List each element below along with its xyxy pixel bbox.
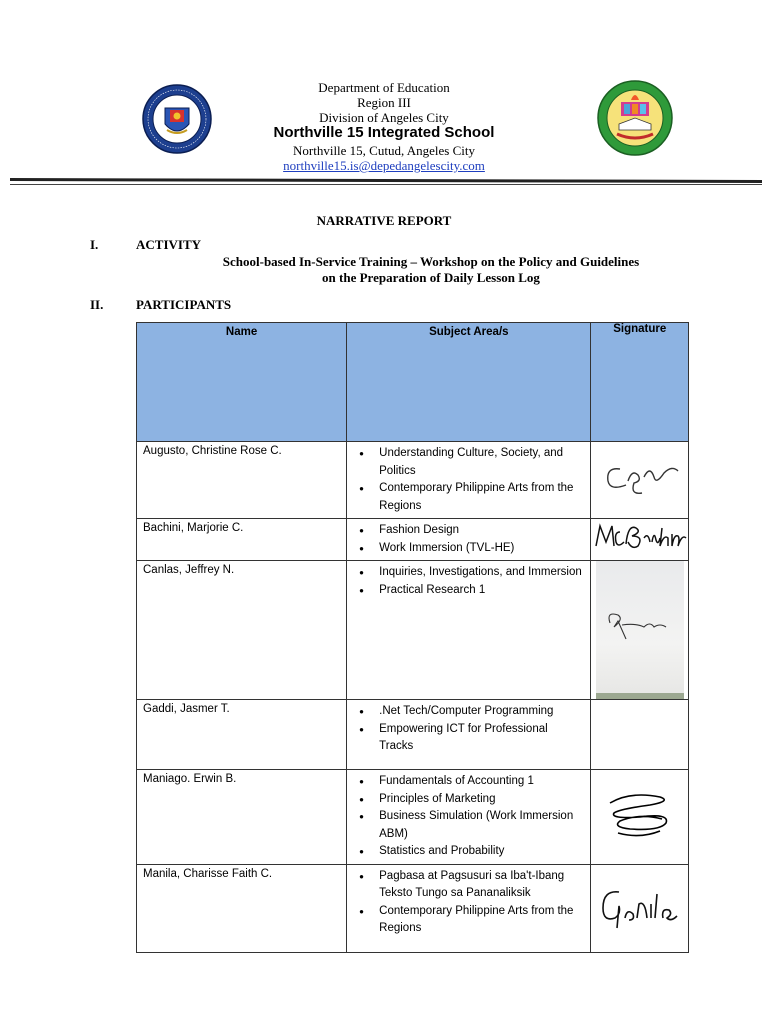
subject-item: ● .Net Tech/Computer Programming (379, 703, 584, 721)
subject-item: ● Understanding Culture, Society, and Politics (379, 445, 584, 480)
section2-number: II. (90, 297, 104, 312)
participant-name: Augusto, Christine Rose C. (137, 442, 347, 519)
subject-item: ● Fashion Design (379, 522, 584, 540)
signature-photo (596, 561, 684, 699)
subject-item: ● Contemporary Philippine Arts from the Regions (379, 903, 584, 938)
participant-subjects (347, 700, 591, 770)
subject-item: ● Principles of Marketing (379, 791, 584, 809)
section1-number: I. (90, 237, 99, 252)
table-row (137, 442, 689, 519)
participant-name: Canlas, Jeffrey N. (137, 561, 347, 700)
signature-cell (591, 700, 689, 770)
table-row (137, 561, 689, 700)
participants-table (136, 322, 689, 953)
signature-cell (591, 770, 689, 865)
table-header-row (137, 323, 689, 442)
activity-line2: on the Preparation of Daily Lesson Log (322, 270, 540, 285)
participant-name: Gaddi, Jasmer T. (137, 700, 347, 770)
participant-subjects (347, 770, 591, 865)
participant-name: Manila, Charisse Faith C. (137, 864, 347, 952)
subject-item: ● Business Simulation (Work Immersion ABM) (379, 808, 584, 843)
signature-image (598, 451, 682, 501)
header-address: Northville 15, Cutud, Angeles City (293, 143, 475, 158)
table-row (137, 519, 689, 561)
header-email-link[interactable]: northville15.is@depedangelescity.com (283, 158, 485, 173)
signature-image (596, 561, 684, 693)
participant-subjects (347, 519, 591, 561)
subject-item: ● Practical Research 1 (379, 582, 584, 600)
subject-item: ● Inquiries, Investigations, and Immersion (379, 564, 584, 582)
participant-name: Maniago. Erwin B. (137, 770, 347, 865)
header-divider-thin (10, 184, 762, 185)
header-divider-thick (10, 178, 762, 183)
table-row (137, 770, 689, 865)
header-name: Name (137, 323, 347, 442)
subject-item: ● Work Immersion (TVL-HE) (379, 540, 584, 558)
subject-item: ● Contemporary Philippine Arts from the Regions (379, 480, 584, 515)
activity-line1: School-based In-Service Training – Workshop on the Policy and Guidelines (222, 254, 640, 269)
table-row (137, 700, 689, 770)
signature-image (592, 520, 688, 552)
signature-cell (591, 864, 689, 952)
subject-item: ● Fundamentals of Accounting 1 (379, 773, 584, 791)
header-subject-areas: Subject Area/s (347, 323, 591, 442)
section2-title: PARTICIPANTS (136, 297, 232, 312)
participant-subjects (347, 561, 591, 700)
signature-cell (591, 561, 689, 700)
signature-cell (591, 442, 689, 519)
signature-image (600, 783, 680, 843)
signature-cell (591, 519, 689, 561)
header-signature: Signature (591, 323, 689, 442)
header-region: Region III (357, 95, 411, 110)
participant-name: Bachini, Marjorie C. (137, 519, 347, 561)
subject-item: ● Empowering ICT for Professional Tracks (379, 721, 584, 756)
subject-item: ● Pagbasa at Pagsusuri sa Iba't-Ibang Teksto Tungo sa Pananaliksik (379, 868, 584, 903)
table-row (137, 864, 689, 952)
participant-subjects (347, 864, 591, 952)
header-department: Department of Education (318, 80, 450, 95)
participant-subjects (347, 442, 591, 519)
section1-title: ACTIVITY (136, 237, 202, 252)
header-school-name: Northville 15 Integrated School (273, 124, 495, 141)
signature-image (595, 878, 685, 938)
subject-item: ● Statistics and Probability (379, 843, 584, 861)
header-division: Division of Angeles City (319, 110, 449, 125)
report-title: NARRATIVE REPORT (316, 213, 452, 228)
